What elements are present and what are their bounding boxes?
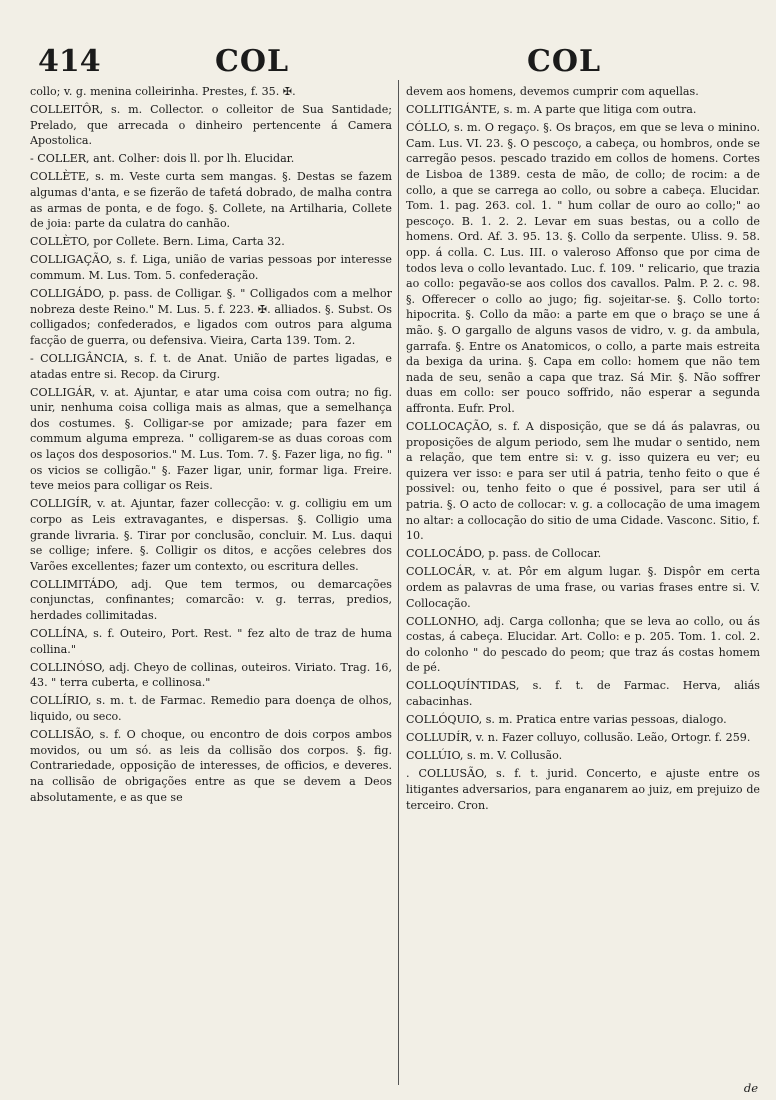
dictionary-entry: COLLUDÍR, v. n. Fazer colluyo, collusão. Leão, Ortogr. f. 259.	[406, 731, 751, 745]
dictionary-entry: devem aos homens, devemos cumprir com aquellas.	[406, 85, 699, 98]
running-head-right: COL	[527, 44, 602, 79]
dictionary-entry: COLLIGÍR, v. at. Ajuntar, fazer collecção: v. g. colligiu em um corpo as Leis extravagantes, e dispersas. §. Colligio uma grande livraria. §. Tirar por conclusão, concluir. M. Lus. daqui se collige; infere. §. Colligir os ditos, e acções celebres dos Varões excellentes; fazer um contexto, ou escritura delles.	[30, 497, 392, 573]
dictionary-entry: CÓLLO, s. m. O regaço. §. Os braços, em que se leva o minino. Cam. Lus. VI. 23. §. O pescoço, a cabeça, ou hombros, onde se carregão pesos. pescado trazido em collos de homens. Cortes de Lisboa de 1389. cesta de mão, de collo; de rocim: a de collo, a que se carrega ao collo, ou sobre a cabeça. Elucidar. Tom. 1. pag. 263. col. 1. " hum collar de ouro ao collo;" ao pescoço. B. 1. 2. 2. Levar em suas bestas, ou a collo de homens. Ord. Af. 3. 95. 13. §. Collo da serpente. Uliss. 9. 58. opp. á colla. C. Lus. III. o valeroso Affonso que por cima de todos leva o collo levantado. Luc. f. 109. " relicario, que trazia ao collo: pegavão-se aos collos dos cavallos. Palm. P. 2. c. 98. §. Offerecer o collo ao jugo; fig. sojeitar-se. §. Collo torto: hipocrita. §. Collo da mão: a parte em que o braço se une á mão. §. O gargallo de alguns vasos de vidro, v. g. da ambula, garrafa. §. Entre os Anatomicos, o collo, a parte mais estreita da bexiga da urina. §. Capa em collo: homem que não tem nada de seu, senão a capa que traz. Sá Mir. §. Não soffrer duas em collo: ser pouco soffrido, não esperar a segunda affronta. Eufr. Prol.	[406, 121, 760, 415]
dictionary-entry: COLLEITÔR, s. m. Collector. o colleitor de Sua Santidade; Prelado, que arrecada o dinheiro pertencente á Camera Apostolica.	[30, 103, 392, 148]
catchword: de	[743, 1081, 758, 1095]
dictionary-entry: COLLISÃO, s. f. O choque, ou encontro de dois corpos ambos movidos, ou um só. as leis da collisão dos corpos. §. fig. Contrariedade, opposição de interesses, de officios, e deveres. na collisão de obrigações entre as que se devem a Deos absolutamente, e as que se	[30, 728, 392, 804]
dictionary-entry: COLLÈTE, s. m. Veste curta sem mangas. §. Destas se fazem algumas d'anta, e se fizerão de tafetá dobrado, de malha contra as armas de ponta, e de fogo. §. Collete, na Artilharia, Collete de joia: parte da culatra do canhão.	[30, 170, 392, 231]
column-divider	[398, 80, 399, 1085]
dictionary-entry: - COLLER, ant. Colher: dois ll. por lh. Elucidar.	[30, 152, 295, 166]
dictionary-entry: collo; v. g. menina colleirinha. Prestes, f. 35. ✠.	[30, 85, 296, 98]
page-number: 414	[38, 44, 101, 79]
dictionary-entry: COLLÍNA, s. f. Outeiro, Port. Rest. " fez alto de traz de huma collina."	[30, 627, 392, 656]
dictionary-entry: COLLÓQUIO, s. m. Pratica entre varias pessoas, dialogo.	[406, 713, 727, 727]
dictionary-entry: COLLÚIO, s. m. V. Collusão.	[406, 749, 563, 763]
dictionary-entry: COLLOCÁR, v. at. Pôr em algum lugar. §. Dispôr em certa ordem as palavras de uma frase, ou varias frases entre si. V. Collocação.	[406, 565, 760, 610]
running-head-left: COL	[215, 44, 290, 79]
right-column	[406, 84, 760, 1094]
dictionary-entry: COLLIGÁR, v. at. Ajuntar, e atar uma coisa com outra; no fig. unir, nenhuma coisa colliga mais as almas, que a semelhança dos costumes. §. Colligar-se por amizade; para fazer em commum alguma empreza. " colligarem-se as duas coroas com os laços dos desposorios." M. Lus. Tom. 7. §. Fazer liga, no fig. " os vicios se colligão." §. Fazer ligar, unir, formar liga. Freire. teve meios para colligar os Reis.	[30, 385, 392, 493]
left-column	[30, 84, 392, 1094]
dictionary-entry: COLLOQUÍNTIDAS, s. f. t. de Farmac. Herva, aliás cabacinhas.	[406, 679, 760, 709]
dictionary-entry: COLLINÓSO, adj. Cheyo de collinas, outeiros. Viriato. Trag. 16, 43. " terra cuberta, e collinosa."	[30, 660, 392, 690]
dictionary-entry: COLLITIGÁNTE, s. m. A parte que litiga com outra.	[406, 103, 697, 117]
dictionary-entry: COLLÈTO, por Collete. Bern. Lima, Carta 32.	[30, 235, 285, 249]
dictionary-entry: COLLIMITÁDO, adj. Que tem termos, ou demarcações conjunctas, confinantes; comarcão: v. g. terras, predios, herdades collimitadas.	[30, 577, 392, 622]
dictionary-entry: COLLIGÁDO, p. pass. de Colligar. §. " Colligados com a melhor nobreza deste Reino." M. Lus. 5. f. 223. ✠. alliados. §. Subst. Os colligados; confederados, e ligados com outros para alguma facção de guerra, ou defensiva. Vieira, Carta 139. Tom. 2.	[30, 287, 392, 347]
dictionary-entry: COLLOCAÇÃO, s. f. A disposição, que se dá ás palavras, ou proposições de algum periodo, sem lhe mudar o sentido, nem a relação, que tem entre si: v. g. isso quizera eu ver; eu quizera ver isso: e para ser util á patria, tenho feito o que é possivel: ou, tenho feito o que é possivel, para ser util á patria. §. O acto de collocar: v. g. a collocação de uma imagem no altar: a collocação do sitio de uma Cidade. Vasconc. Sitio, f. 10.	[406, 419, 760, 543]
dictionary-entry: COLLIGAÇÃO, s. f. Liga, união de varias pessoas por interesse commum. M. Lus. Tom. 5. confederação.	[30, 253, 392, 283]
dictionary-entry: - COLLIGÂNCIA, s. f. t. de Anat. União de partes ligadas, e atadas entre si. Recop. da Cirurg.	[30, 352, 392, 381]
dictionary-entry: COLLOCÁDO, p. pass. de Collocar.	[406, 547, 602, 561]
dictionary-entry: COLLÍRIO, s. m. t. de Farmac. Remedio para doença de olhos, liquido, ou seco.	[30, 694, 392, 724]
dictionary-entry: COLLONHO, adj. Carga collonha; que se leva ao collo, ou ás costas, á cabeça. Elucidar. Art. Collo: e p. 205. Tom. 1. col. 2. do colonho " do pescado do peom; que traz ás costas homem de pé.	[406, 614, 760, 675]
dictionary-entry: . COLLUSÃO, s. f. t. jurid. Concerto, e ajuste entre os litigantes adversarios, para enganarem ao juiz, em prejuizo de terceiro. Cron.	[406, 767, 760, 812]
